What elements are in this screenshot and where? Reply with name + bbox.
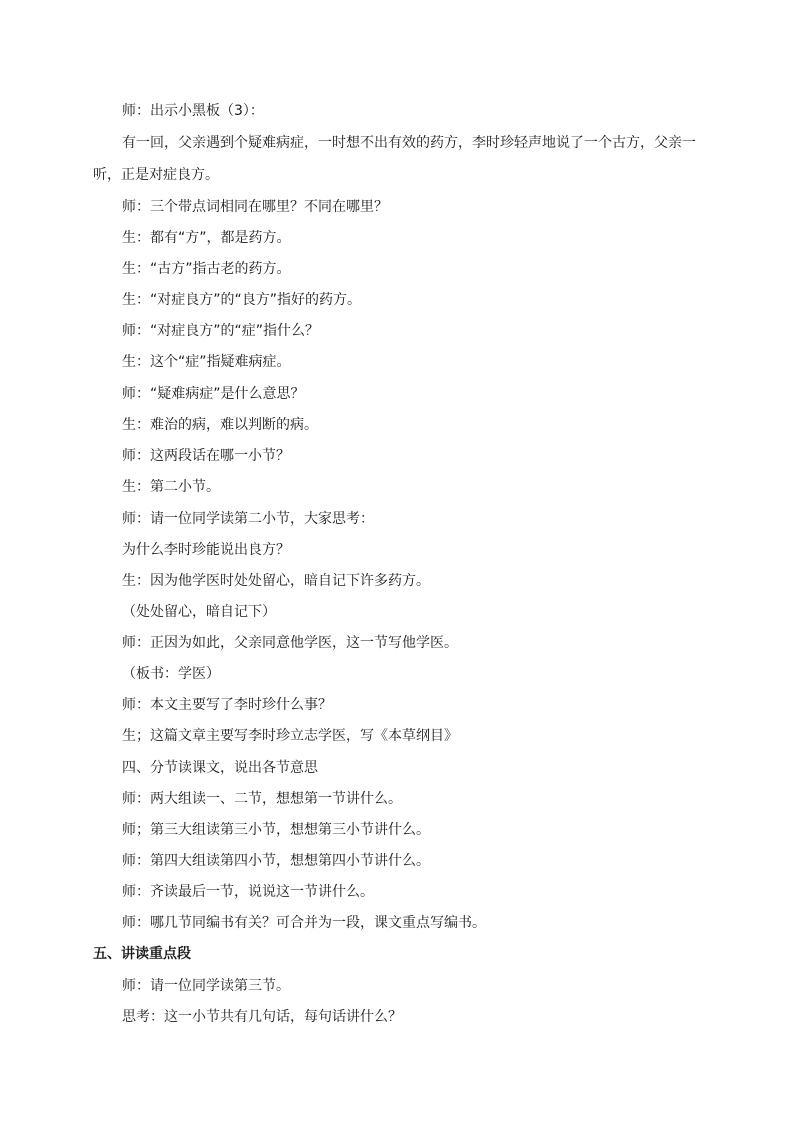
text-line: 师：齐读最后一节，说说这一节讲什么。 xyxy=(122,884,374,900)
section-heading: 五、讲读重点段 xyxy=(93,946,191,962)
text-line: 生：都有“方”，都是药方。 xyxy=(122,230,291,246)
section-heading: 四、分节读课文，说出各节意思 xyxy=(122,760,318,776)
text-line: 思考：这一小节共有几句话，每句话讲什么？ xyxy=(122,1009,402,1025)
text-line: 生：难治的病，难以判断的病。 xyxy=(122,417,318,433)
text-line: （处处留心，暗自记下） xyxy=(122,604,276,620)
text-line: 师：这两段话在哪一小节？ xyxy=(122,448,290,464)
text-line: 师：出示小黑板（3）： xyxy=(122,103,264,119)
text-line: （板书：学医） xyxy=(122,666,220,682)
text-line: 师：三个带点词相同在哪里？不同在哪里？ xyxy=(122,199,388,215)
text-line: 有一回，父亲遇到个疑难病症，一时想不出有效的药方，李时珍轻声地说了一个古方，父亲一 xyxy=(122,135,696,151)
text-line: 师：请一位同学读第三节。 xyxy=(122,978,290,994)
text-line: 师：本文主要写了李时珍什么事？ xyxy=(122,697,332,713)
text-line: 师；第三大组读第三小节，想想第三小节讲什么。 xyxy=(122,822,430,838)
text-line: 师：“对症良方”的“症”指什么？ xyxy=(122,323,320,339)
text-line: 师：两大组读一、二节，想想第一节讲什么。 xyxy=(122,791,402,807)
text-line: 师：第四大组读第四小节，想想第四小节讲什么。 xyxy=(122,853,430,869)
text-line: 师：“疑难病症”是什么意思？ xyxy=(122,386,305,402)
text-line: 师：哪几节同编书有关？可合并为一段，课文重点写编书。 xyxy=(122,915,486,931)
text-line: 生：第二小节。 xyxy=(122,479,220,495)
text-line: 生：这个“症”指疑难病症。 xyxy=(122,354,291,370)
text-line: 生：“古方”指古老的药方。 xyxy=(122,261,291,277)
text-line: 师：请一位同学读第二小节，大家思考： xyxy=(122,511,374,527)
text-line: 生：因为他学医时处处留心，暗自记下许多药方。 xyxy=(122,573,430,589)
text-line: 生；这篇文章主要写李时珍立志学医，写《本草纲目》 xyxy=(122,728,458,744)
text-line: 为什么李时珍能说出良方？ xyxy=(122,542,290,558)
text-line: 生：“对症良方”的“良方”指好的药方。 xyxy=(122,292,362,308)
text-line: 听，正是对症良方。 xyxy=(93,167,219,183)
text-line: 师：正因为如此，父亲同意他学医，这一节写他学医。 xyxy=(122,635,458,651)
